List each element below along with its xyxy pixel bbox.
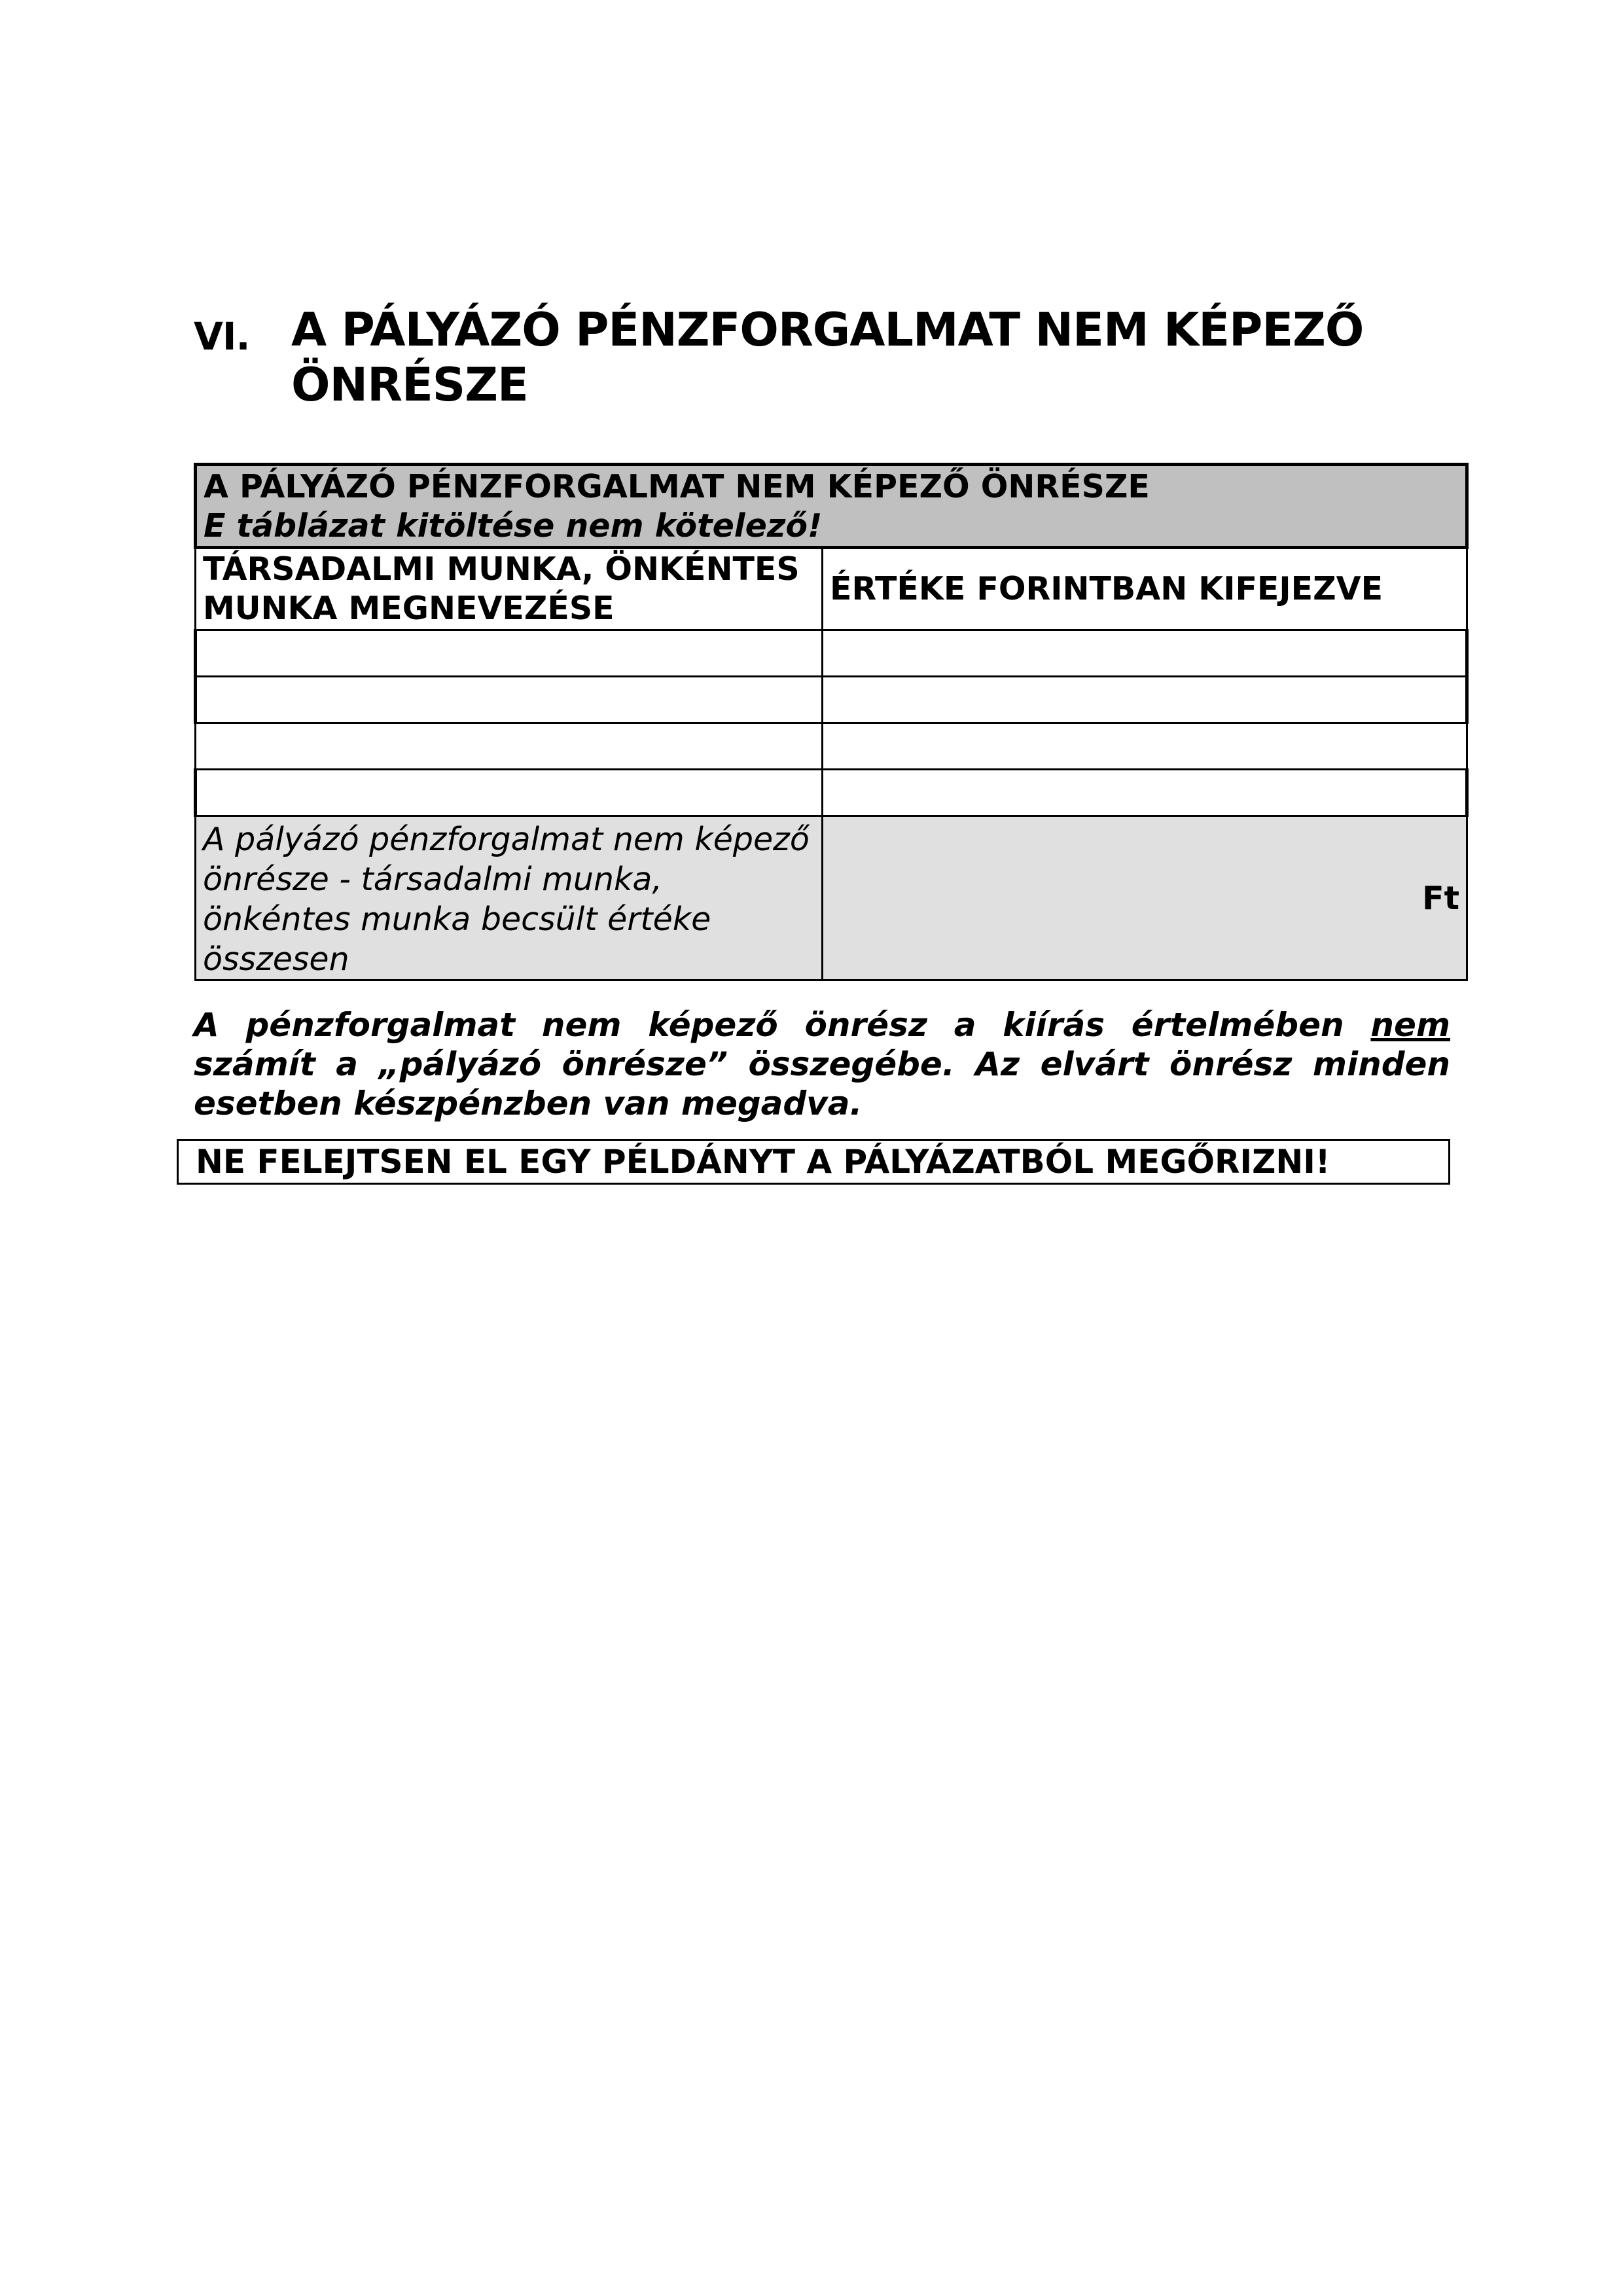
work-name-cell[interactable]	[196, 677, 823, 723]
section-number: VI.	[194, 314, 250, 359]
reminder-box: NE FELEJTSEN EL EGY PÉLDÁNYT A PÁLYÁZATBÓL MEGŐRIZNI!	[177, 1139, 1450, 1185]
note-text-part2: számít a „pályázó önrésze” összegébe. Az elvárt önrész minden esetben készpénzben van megadva.	[194, 1045, 1450, 1122]
total-value-cell[interactable]	[823, 816, 1467, 980]
work-value-cell[interactable]	[823, 630, 1467, 677]
note-text-part1: A pénzforgalmat nem képező önrész a kiírás értelmében	[194, 1006, 1371, 1044]
section-heading	[194, 302, 1437, 412]
total-label: A pályázó pénzforgalmat nem képező önrésze - társadalmi munka, önkéntes munka becsült értéke összesen	[196, 816, 823, 980]
work-name-cell[interactable]	[196, 770, 823, 816]
work-value-cell[interactable]	[823, 770, 1467, 816]
column-header-value: ÉRTÉKE FORINTBAN KIFEJEZVE	[823, 548, 1467, 630]
table-title: A PÁLYÁZÓ PÉNZFORGALMAT NEM KÉPEZŐ ÖNRÉSZE	[204, 468, 1150, 505]
column-header-work-name: TÁRSADALMI MUNKA, ÖNKÉNTES MUNKA MEGNEVEZÉSE	[196, 548, 823, 630]
note-paragraph	[194, 1005, 1450, 1123]
table-title-cell	[196, 465, 1467, 548]
table-row	[196, 723, 1467, 770]
table-row	[196, 677, 1467, 723]
currency-unit: Ft	[1422, 879, 1460, 917]
table-row	[196, 630, 1467, 677]
in-kind-contribution-table	[194, 463, 1469, 981]
note-underlined-word: nem	[1370, 1006, 1450, 1044]
work-value-cell[interactable]	[823, 677, 1467, 723]
section-title-line2: ÖNRÉSZE	[291, 358, 528, 412]
table-optional-note: E táblázat kitöltése nem kötelező!	[204, 507, 823, 545]
section-title-line1: A PÁLYÁZÓ PÉNZFORGALMAT NEM KÉPEZŐ	[291, 303, 1364, 357]
work-name-cell[interactable]	[196, 630, 823, 677]
work-value-cell[interactable]	[823, 723, 1467, 770]
work-name-cell[interactable]	[196, 723, 823, 770]
table-row	[196, 770, 1467, 816]
